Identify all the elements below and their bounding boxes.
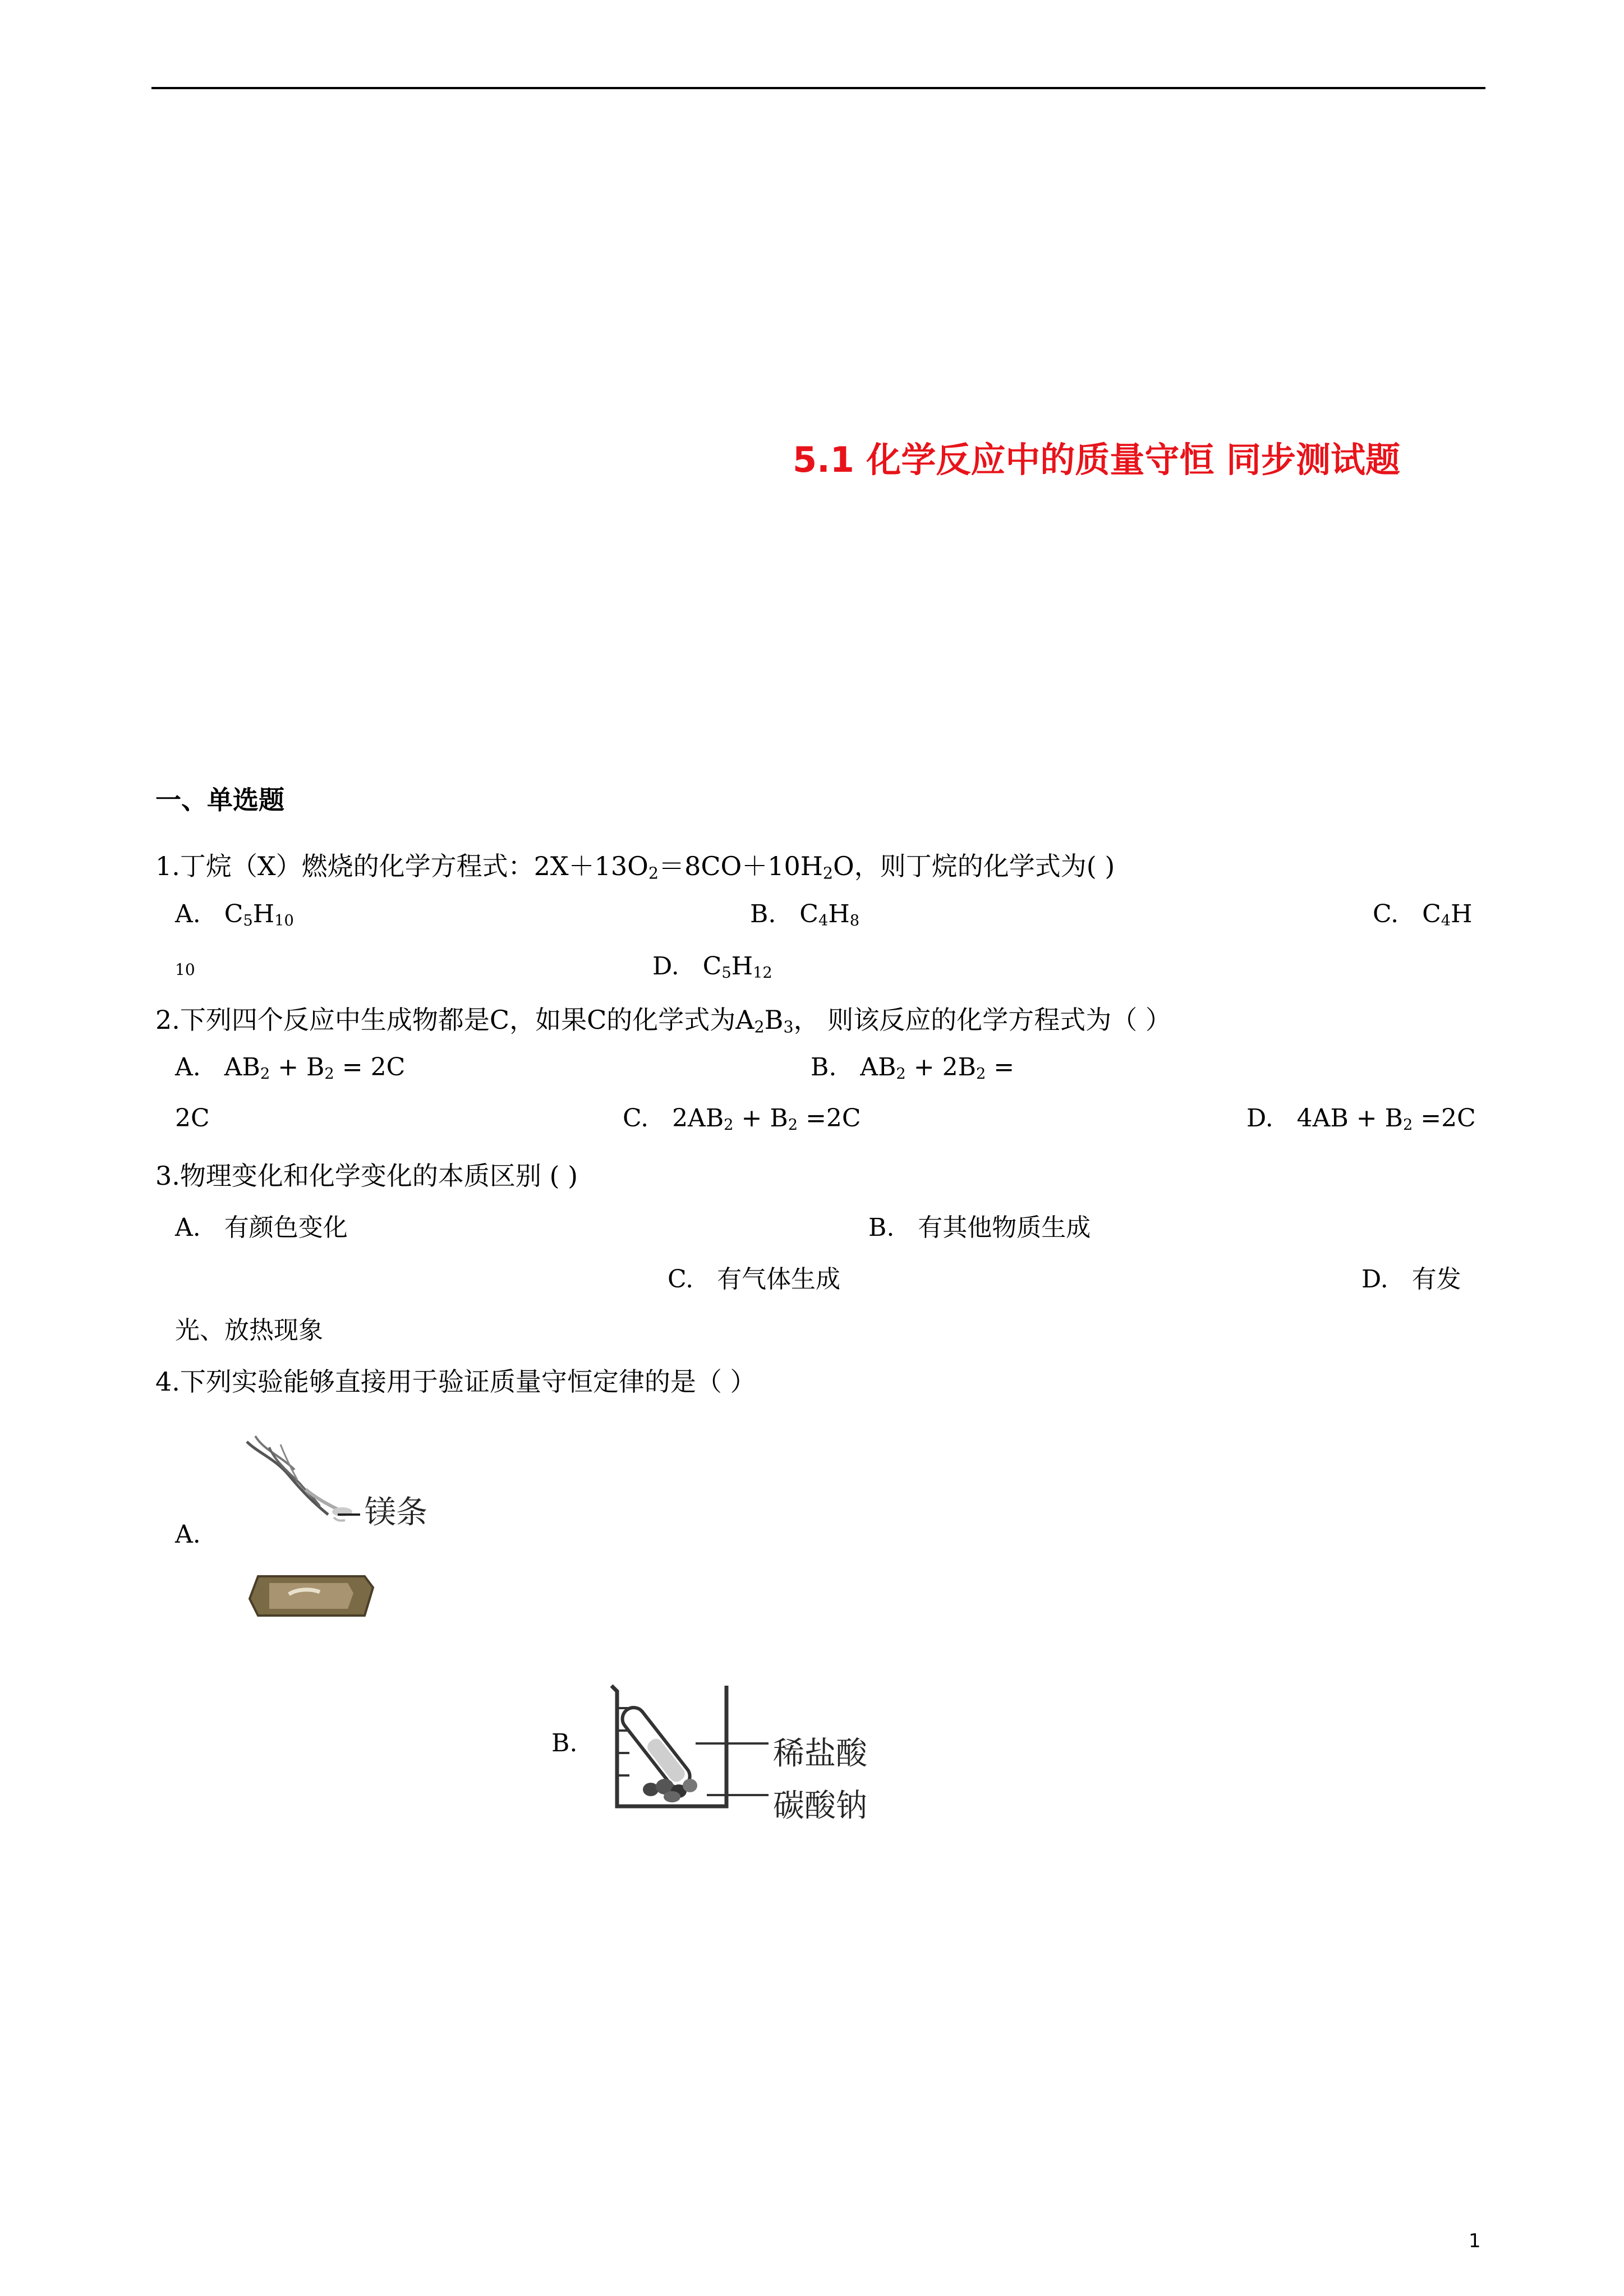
question-2-stem: 2.下列四个反应中生成物都是C，如果C的化学式为$A_2B_3$， 则该反应的化学方程式为（ ） <box>155 1005 1171 1037</box>
page-title: 5.1 化学反应中的质量守恒 同步测试题 <box>793 439 1401 480</box>
q1-option-a: A. $C_5H_{10}$ <box>175 900 294 930</box>
sodium-carbonate-label: 碳酸钠 <box>773 1788 867 1824</box>
hydrochloric-acid-label: 稀盐酸 <box>773 1736 867 1772</box>
q2-option-d: D. $4AB + B_2 =2C$ <box>1246 1104 1476 1134</box>
question-3-stem: 3.物理变化和化学变化的本质区别 ( ) <box>155 1161 578 1191</box>
q4-option-a-letter: A. <box>175 1520 201 1549</box>
magnesium-strip-figure <box>236 1430 438 1638</box>
q3-option-a: A. 有颜色变化 <box>175 1213 348 1242</box>
q3-option-d: D. 有发 <box>1361 1265 1461 1294</box>
q2-option-c: C. $2AB_2 + B_2 =2C$ <box>623 1104 861 1134</box>
header-rule <box>151 87 1485 89</box>
q1-option-d: D. $C_5H_{12}$ <box>652 952 772 982</box>
q4-option-b-letter: B. <box>551 1729 578 1757</box>
question-4-stem: 4.下列实验能够直接用于验证质量守恒定律的是（ ） <box>155 1366 756 1397</box>
q3-option-d-wrap: 光、放热现象 <box>175 1316 323 1345</box>
question-1-stem: 1.丁烷（X）燃烧的化学方程式：$2X+13O_2=8CO+10H_2O$，则丁烷的化学式为( ) <box>155 851 1115 883</box>
q1-option-c: C. $C_4H$ <box>1373 900 1473 930</box>
q1-option-b: B. $C_4H_8$ <box>750 900 860 930</box>
section-heading: 一、单选题 <box>155 785 284 815</box>
q4-option-a-label: 镁条 <box>338 1488 427 1533</box>
q2-option-b: B. $AB_2 + 2B_2$ = <box>811 1053 1015 1083</box>
beaker-figure <box>600 1674 769 1820</box>
q3-option-b: B. 有其他物质生成 <box>868 1213 1091 1242</box>
q2-option-b-wrap: 2C <box>175 1104 210 1133</box>
q3-option-c: C. 有气体生成 <box>668 1265 841 1294</box>
q2-option-a: A. $AB_2 + B_2 = 2C$ <box>175 1053 406 1083</box>
page-number: 1 <box>1469 2230 1481 2252</box>
q1-option-c-wrap: 10 <box>175 960 195 979</box>
